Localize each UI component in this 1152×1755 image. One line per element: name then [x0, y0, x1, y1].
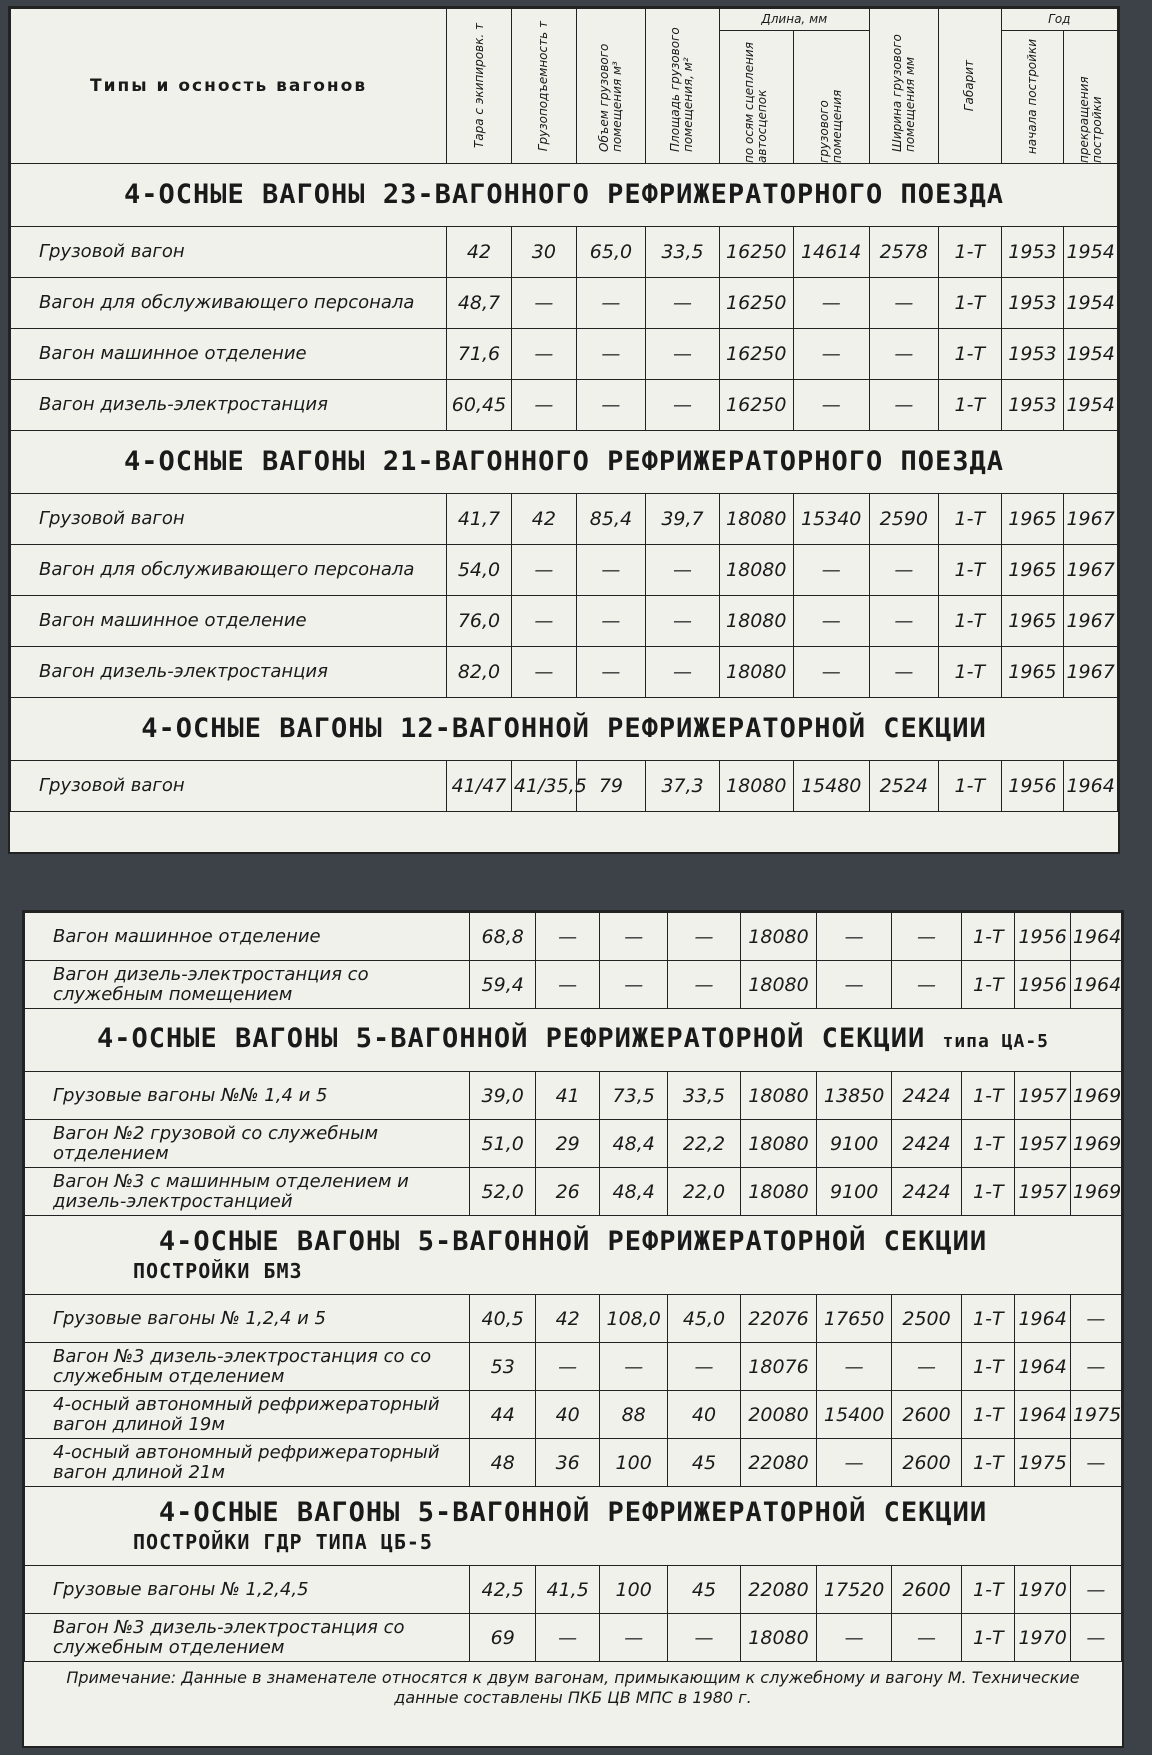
value-cell: 1956 [1015, 961, 1070, 1009]
value-cell: 22076 [740, 1295, 817, 1343]
value-cell: 40 [536, 1391, 600, 1439]
value-cell: — [1070, 1343, 1121, 1391]
wagon-type-cell: Вагон для обслуживающего персонала [11, 545, 447, 596]
value-cell: 60,45 [447, 380, 512, 431]
section-suffix: типа ЦА-5 [942, 1030, 1050, 1052]
value-cell: 26 [536, 1168, 600, 1216]
value-cell: — [511, 596, 576, 647]
wagon-type-cell: Вагон №2 грузовой со служебным отделением [25, 1120, 470, 1168]
value-cell: 48,4 [600, 1120, 668, 1168]
value-cell: — [668, 961, 740, 1009]
section-heading [11, 431, 1118, 494]
wagon-type-cell: Вагон дизель-электростанция со служебным помещением [25, 961, 470, 1009]
wagon-table-upper [10, 8, 1118, 812]
value-cell: — [817, 1614, 892, 1662]
wagon-type-cell: Вагон дизель-электростанция [11, 647, 447, 698]
wagon-type-cell: Грузовой вагон [11, 227, 447, 278]
value-cell: 41,5 [536, 1566, 600, 1614]
value-cell: 1-Т [939, 545, 1002, 596]
table-sheet-upper [8, 6, 1120, 854]
header-capacity: Грузоподъемность т [511, 9, 576, 164]
table-row [25, 913, 1122, 961]
value-cell: 39,7 [646, 494, 720, 545]
value-cell: — [793, 545, 869, 596]
wagon-type-cell: Вагон машинное отделение [11, 329, 447, 380]
value-cell: 1-Т [939, 380, 1002, 431]
value-cell: 2424 [891, 1120, 961, 1168]
value-cell: — [668, 1614, 740, 1662]
value-cell: 18080 [719, 596, 793, 647]
value-cell: 22080 [740, 1566, 817, 1614]
value-cell: — [891, 961, 961, 1009]
value-cell: — [646, 647, 720, 698]
value-cell: 15400 [817, 1391, 892, 1439]
value-cell: — [668, 913, 740, 961]
value-cell: 69 [470, 1614, 536, 1662]
value-cell: 2424 [891, 1168, 961, 1216]
value-cell: 2578 [869, 227, 938, 278]
table-note: Примечание: Данные в знаменателе относятся к двум вагонам, примыкающим к служебному и вагону М. Технические данные составлены ПКБ ЦВ МПС в 1980 г. [66, 1668, 1080, 1707]
value-cell: 2524 [869, 761, 938, 812]
section-title: 4-ОСНЫЕ ВАГОНЫ 12-ВАГОННОЙ РЕФРИЖЕРАТОРНОЙ СЕКЦИИ [141, 713, 987, 744]
value-cell: 1954 [1064, 380, 1118, 431]
value-cell: 18080 [740, 961, 817, 1009]
wagon-type-cell: 4-осный автономный рефрижераторный вагон длиной 19м [25, 1391, 470, 1439]
section-title: 4-ОСНЫЕ ВАГОНЫ 5-ВАГОННОЙ РЕФРИЖЕРАТОРНОЙ СЕКЦИИ [158, 1497, 988, 1528]
value-cell: 1954 [1064, 227, 1118, 278]
value-cell: 68,8 [470, 913, 536, 961]
value-cell: — [600, 913, 668, 961]
value-cell: — [536, 913, 600, 961]
table-body-upper [11, 164, 1118, 812]
value-cell: 1954 [1064, 329, 1118, 380]
table-row [11, 494, 1118, 545]
value-cell: 39,0 [470, 1072, 536, 1120]
value-cell: 1-Т [939, 494, 1002, 545]
value-cell: 44 [470, 1391, 536, 1439]
value-cell: 1953 [1001, 227, 1064, 278]
wagon-type-cell: Вагон №3 дизель-электростанция со служебным отделением [25, 1614, 470, 1662]
value-cell: 9100 [817, 1168, 892, 1216]
value-cell: 71,6 [447, 329, 512, 380]
section-title: 4-ОСНЫЕ ВАГОНЫ 5-ВАГОННОЙ РЕФРИЖЕРАТОРНОЙ СЕКЦИИ [96, 1022, 926, 1054]
table-row [25, 1439, 1122, 1487]
value-cell: — [793, 647, 869, 698]
value-cell: 14614 [793, 227, 869, 278]
value-cell: 48,7 [447, 278, 512, 329]
value-cell: 1967 [1064, 647, 1118, 698]
header-types: Типы и осность вагонов [11, 9, 447, 164]
wagon-type-cell: 4-осный автономный рефрижераторный вагон длиной 21м [25, 1439, 470, 1487]
table-row [25, 1072, 1122, 1120]
value-cell: — [511, 329, 576, 380]
value-cell: 1953 [1001, 278, 1064, 329]
header-area: Площадь грузового помещения, м² [646, 9, 720, 164]
table-row [11, 647, 1118, 698]
wagon-type-cell: Вагон дизель-электростанция [11, 380, 447, 431]
value-cell: 13850 [817, 1072, 892, 1120]
value-cell: 18080 [740, 1120, 817, 1168]
value-cell: 53 [470, 1343, 536, 1391]
header-length-axes: по осям сцепления автосцепок [719, 31, 793, 164]
value-cell: 1970 [1015, 1614, 1070, 1662]
value-cell: — [646, 329, 720, 380]
value-cell: 45,0 [668, 1295, 740, 1343]
value-cell: 1969 [1070, 1120, 1121, 1168]
header-tare: Тара с экипировк. т [447, 9, 512, 164]
value-cell: 1969 [1070, 1072, 1121, 1120]
value-cell: 42 [536, 1295, 600, 1343]
value-cell: 18080 [719, 545, 793, 596]
value-cell: — [576, 647, 645, 698]
table-row [25, 1120, 1122, 1168]
value-cell: 1-Т [939, 596, 1002, 647]
value-cell: 9100 [817, 1120, 892, 1168]
value-cell: — [536, 961, 600, 1009]
table-row [11, 278, 1118, 329]
wagon-type-cell: Грузовой вагон [11, 761, 447, 812]
table-row [25, 1295, 1122, 1343]
value-cell: — [536, 1343, 600, 1391]
value-cell: 42 [511, 494, 576, 545]
value-cell: 1964 [1064, 761, 1118, 812]
value-cell: — [1070, 1439, 1121, 1487]
value-cell: — [668, 1343, 740, 1391]
value-cell: 15340 [793, 494, 869, 545]
header-volume: Объем грузового помещения м³ [576, 9, 645, 164]
value-cell: 45 [668, 1566, 740, 1614]
value-cell: — [869, 596, 938, 647]
wagon-type-cell: Грузовые вагоны № 1,2,4,5 [25, 1566, 470, 1614]
value-cell: 36 [536, 1439, 600, 1487]
value-cell: 22,0 [668, 1168, 740, 1216]
value-cell: — [869, 329, 938, 380]
value-cell: — [646, 278, 720, 329]
value-cell: 1-Т [939, 227, 1002, 278]
value-cell: — [817, 961, 892, 1009]
value-cell: 1-Т [962, 913, 1015, 961]
table-row [25, 1343, 1122, 1391]
value-cell: 1975 [1070, 1391, 1121, 1439]
value-cell: 1957 [1015, 1072, 1070, 1120]
value-cell: 1956 [1001, 761, 1064, 812]
value-cell: 16250 [719, 227, 793, 278]
value-cell: 1965 [1001, 494, 1064, 545]
value-cell: 108,0 [600, 1295, 668, 1343]
table-row [25, 1391, 1122, 1439]
section-heading [11, 698, 1118, 761]
value-cell: 1967 [1064, 596, 1118, 647]
value-cell: 18080 [740, 913, 817, 961]
value-cell: 18080 [740, 1614, 817, 1662]
value-cell: 22080 [740, 1439, 817, 1487]
section-title: 4-ОСНЫЕ ВАГОНЫ 21-ВАГОННОГО РЕФРИЖЕРАТОРНОГО ПОЕЗДА [123, 446, 1005, 477]
value-cell: 1964 [1015, 1343, 1070, 1391]
value-cell: 1-Т [939, 278, 1002, 329]
header-width: Ширина грузового помещения мм [869, 9, 938, 164]
value-cell: — [793, 329, 869, 380]
value-cell: 18080 [740, 1168, 817, 1216]
section-heading [25, 1487, 1122, 1566]
wagon-type-cell: Грузовой вагон [11, 494, 447, 545]
section-subtitle: ПОСТРОЙКИ ГДР ТИПА ЦБ-5 [133, 1530, 433, 1554]
value-cell: — [793, 596, 869, 647]
value-cell: 2600 [891, 1439, 961, 1487]
header-gauge: Габарит [939, 9, 1002, 164]
value-cell: 1964 [1070, 913, 1121, 961]
value-cell: 16250 [719, 329, 793, 380]
value-cell: 1967 [1064, 545, 1118, 596]
value-cell: 2590 [869, 494, 938, 545]
value-cell: 17520 [817, 1566, 892, 1614]
value-cell: 88 [600, 1391, 668, 1439]
value-cell: 1969 [1070, 1168, 1121, 1216]
value-cell: — [576, 596, 645, 647]
value-cell: 18080 [740, 1072, 817, 1120]
value-cell: 29 [536, 1120, 600, 1168]
value-cell: 1964 [1070, 961, 1121, 1009]
value-cell: — [600, 961, 668, 1009]
header-year-end: прекращения постройки [1064, 31, 1118, 164]
value-cell: 1953 [1001, 380, 1064, 431]
value-cell: — [511, 278, 576, 329]
wagon-type-cell: Вагон машинное отделение [11, 596, 447, 647]
section-title: 4-ОСНЫЕ ВАГОНЫ 5-ВАГОННОЙ РЕФРИЖЕРАТОРНОЙ СЕКЦИИ [158, 1226, 988, 1257]
value-cell: — [891, 1343, 961, 1391]
value-cell: — [817, 913, 892, 961]
section-subtitle: ПОСТРОЙКИ БМЗ [133, 1259, 303, 1283]
value-cell: 1-Т [962, 1439, 1015, 1487]
value-cell: — [1070, 1566, 1121, 1614]
value-cell: 59,4 [470, 961, 536, 1009]
table-row [25, 1168, 1122, 1216]
value-cell: — [576, 278, 645, 329]
value-cell: 1-Т [962, 1343, 1015, 1391]
value-cell: 41/47 [447, 761, 512, 812]
value-cell: 2500 [891, 1295, 961, 1343]
value-cell: — [869, 545, 938, 596]
value-cell: 52,0 [470, 1168, 536, 1216]
value-cell: 16250 [719, 278, 793, 329]
value-cell: 15480 [793, 761, 869, 812]
value-cell: — [793, 278, 869, 329]
value-cell: 42,5 [470, 1566, 536, 1614]
table-row [11, 545, 1118, 596]
value-cell: — [891, 1614, 961, 1662]
value-cell: — [536, 1614, 600, 1662]
value-cell: 1-Т [962, 1566, 1015, 1614]
table-row [25, 1566, 1122, 1614]
value-cell: 41 [536, 1072, 600, 1120]
value-cell: — [793, 380, 869, 431]
value-cell: 17650 [817, 1295, 892, 1343]
value-cell: 79 [576, 761, 645, 812]
value-cell: 20080 [740, 1391, 817, 1439]
section-heading [11, 164, 1118, 227]
wagon-type-cell: Вагон машинное отделение [25, 913, 470, 961]
table-row [11, 227, 1118, 278]
value-cell: 30 [511, 227, 576, 278]
header-length-cargo: грузового помещения [793, 31, 869, 164]
value-cell: — [646, 545, 720, 596]
value-cell: 1-Т [962, 1120, 1015, 1168]
value-cell: 1956 [1015, 913, 1070, 961]
value-cell: 51,0 [470, 1120, 536, 1168]
value-cell: 65,0 [576, 227, 645, 278]
value-cell: — [511, 545, 576, 596]
value-cell: 1965 [1001, 647, 1064, 698]
value-cell: 54,0 [447, 545, 512, 596]
value-cell: — [891, 913, 961, 961]
header-length-group: Длина, мм [719, 9, 869, 31]
value-cell: — [600, 1343, 668, 1391]
table-row [11, 329, 1118, 380]
value-cell: 18080 [719, 494, 793, 545]
wagon-type-cell: Вагон №3 с машинным отделением и дизель-электростанцией [25, 1168, 470, 1216]
value-cell: 1964 [1015, 1295, 1070, 1343]
value-cell: — [646, 596, 720, 647]
value-cell: 1970 [1015, 1566, 1070, 1614]
value-cell: 1957 [1015, 1168, 1070, 1216]
value-cell: — [511, 647, 576, 698]
table-sheet-lower [22, 910, 1124, 1748]
wagon-type-cell: Грузовые вагоны № 1,2,4 и 5 [25, 1295, 470, 1343]
value-cell: 1965 [1001, 596, 1064, 647]
value-cell: 1-Т [962, 1614, 1015, 1662]
value-cell: 100 [600, 1566, 668, 1614]
value-cell: — [576, 329, 645, 380]
value-cell: 41,7 [447, 494, 512, 545]
value-cell: — [869, 278, 938, 329]
value-cell: 48,4 [600, 1168, 668, 1216]
value-cell: 76,0 [447, 596, 512, 647]
value-cell: — [817, 1343, 892, 1391]
value-cell: — [576, 545, 645, 596]
value-cell: 40,5 [470, 1295, 536, 1343]
value-cell: 1967 [1064, 494, 1118, 545]
value-cell: 2600 [891, 1566, 961, 1614]
value-cell: 22,2 [668, 1120, 740, 1168]
value-cell: 40 [668, 1391, 740, 1439]
table-body-lower [25, 913, 1122, 1662]
value-cell: 1965 [1001, 545, 1064, 596]
value-cell: 73,5 [600, 1072, 668, 1120]
value-cell: 1953 [1001, 329, 1064, 380]
section-title: 4-ОСНЫЕ ВАГОНЫ 23-ВАГОННОГО РЕФРИЖЕРАТОРНОГО ПОЕЗДА [123, 179, 1005, 210]
value-cell: 82,0 [447, 647, 512, 698]
value-cell: 18080 [719, 761, 793, 812]
value-cell: 1-Т [962, 961, 1015, 1009]
value-cell: 1957 [1015, 1120, 1070, 1168]
value-cell: — [1070, 1614, 1121, 1662]
value-cell: 18076 [740, 1343, 817, 1391]
value-cell: 1-Т [939, 647, 1002, 698]
value-cell: 33,5 [668, 1072, 740, 1120]
value-cell: — [511, 380, 576, 431]
value-cell: 1-Т [962, 1391, 1015, 1439]
wagon-type-cell: Грузовые вагоны №№ 1,4 и 5 [25, 1072, 470, 1120]
table-row [11, 596, 1118, 647]
value-cell: 85,4 [576, 494, 645, 545]
value-cell: 2424 [891, 1072, 961, 1120]
value-cell: 1-Т [939, 761, 1002, 812]
value-cell: 1975 [1015, 1439, 1070, 1487]
value-cell: 1964 [1015, 1391, 1070, 1439]
value-cell: 1-Т [962, 1072, 1015, 1120]
value-cell: 1-Т [962, 1295, 1015, 1343]
wagon-table-lower [24, 912, 1122, 1714]
value-cell: — [869, 647, 938, 698]
value-cell: — [1070, 1295, 1121, 1343]
table-row [11, 380, 1118, 431]
value-cell: — [600, 1614, 668, 1662]
value-cell: 16250 [719, 380, 793, 431]
table-row [25, 961, 1122, 1009]
value-cell: 18080 [719, 647, 793, 698]
value-cell: 2600 [891, 1391, 961, 1439]
table-row [11, 761, 1118, 812]
table-row [25, 1614, 1122, 1662]
value-cell: 1-Т [962, 1168, 1015, 1216]
value-cell: 42 [447, 227, 512, 278]
value-cell: 45 [668, 1439, 740, 1487]
value-cell: 37,3 [646, 761, 720, 812]
section-heading [25, 1216, 1122, 1295]
value-cell: — [817, 1439, 892, 1487]
value-cell: 48 [470, 1439, 536, 1487]
value-cell: — [646, 380, 720, 431]
value-cell: 33,5 [646, 227, 720, 278]
value-cell: — [576, 380, 645, 431]
wagon-type-cell: Вагон №3 дизель-электростанция со со служебным отделением [25, 1343, 470, 1391]
header-year-group: Год [1001, 9, 1117, 31]
header-year-start: начала постройки [1001, 31, 1064, 164]
section-heading [25, 1009, 1122, 1072]
value-cell: 1-Т [939, 329, 1002, 380]
value-cell: 1954 [1064, 278, 1118, 329]
value-cell: 41/35,5 [511, 761, 576, 812]
value-cell: — [869, 380, 938, 431]
wagon-type-cell: Вагон для обслуживающего персонала [11, 278, 447, 329]
value-cell: 100 [600, 1439, 668, 1487]
